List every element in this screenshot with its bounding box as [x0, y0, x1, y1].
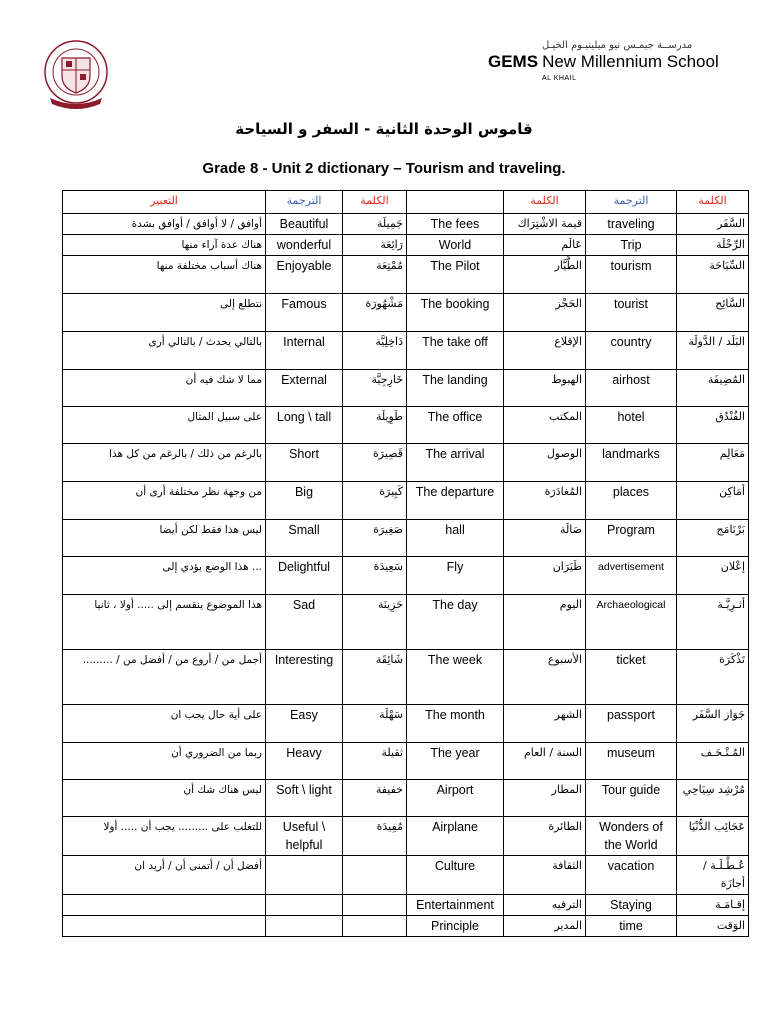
arabic-word-cell: المكتب — [504, 407, 586, 444]
arabic-word-cell: السَّفَر — [677, 214, 749, 235]
arabic-word-cell: المطار — [504, 780, 586, 817]
translation-cell: Delightful — [266, 557, 343, 595]
english-word-cell: The departure — [407, 482, 504, 520]
expression-cell: مما لا شك فيه أن — [63, 370, 266, 407]
arabic-word-cell: خَارِجِيَّة — [343, 370, 407, 407]
expression-cell: ... هذا الوضع يؤدي إلى — [63, 557, 266, 595]
translation-cell: Long \ tall — [266, 407, 343, 444]
expression-cell: نتطلع إلى — [63, 294, 266, 332]
translation-cell: wonderful — [266, 235, 343, 256]
translation-cell — [266, 856, 343, 895]
table-row — [63, 332, 749, 370]
arabic-word-cell: بَرْنَامَج — [677, 520, 749, 557]
translation-cell: Short — [266, 444, 343, 482]
expression-cell: ليس هناك شك أن — [63, 780, 266, 817]
school-crest-logo — [40, 38, 112, 114]
arabic-word-cell: سَهْلَة — [343, 705, 407, 743]
english-word-cell: The Pilot — [407, 256, 504, 294]
arabic-word-cell: الأسبوع — [504, 650, 586, 705]
arabic-word-cell: مَعَالِم — [677, 444, 749, 482]
translation-cell: passport — [586, 705, 677, 743]
arabic-word-cell: دَاخِلِيَّة — [343, 332, 407, 370]
translation-cell: Famous — [266, 294, 343, 332]
header-word: الكلمة — [677, 191, 749, 214]
arabic-word-cell: اليوم — [504, 595, 586, 650]
english-word-cell: hall — [407, 520, 504, 557]
english-word-cell: The booking — [407, 294, 504, 332]
english-word-cell: The day — [407, 595, 504, 650]
expression-cell: ليس هذا فقط لكن أيضا — [63, 520, 266, 557]
arabic-word-cell: طَوِيلَة — [343, 407, 407, 444]
header-translation: الترجمة — [266, 191, 343, 214]
table-row — [63, 895, 749, 916]
school-english-name: GEMS New Millennium School — [488, 52, 719, 71]
table-row — [63, 214, 749, 235]
arabic-word-cell: أثـرِيَّـة — [677, 595, 749, 650]
arabic-word-cell: الطائرة — [504, 817, 586, 856]
arabic-word-cell: الثقافة — [504, 856, 586, 895]
expression-cell: ربما من الضروري أن — [63, 743, 266, 780]
translation-cell: Tour guide — [586, 780, 677, 817]
expression-cell: أجمل من / أروع من / أفضل من / ......... — [63, 650, 266, 705]
table-row — [63, 780, 749, 817]
english-word-cell: The take off — [407, 332, 504, 370]
dictionary-table — [62, 190, 749, 937]
expression-cell: على سبيل المثال — [63, 407, 266, 444]
translation-cell — [266, 916, 343, 937]
expression-cell: على أية حال يجب ان — [63, 705, 266, 743]
arabic-word-cell: مُمْتِعَة — [343, 256, 407, 294]
school-name-block — [488, 40, 738, 82]
english-word-cell: World — [407, 235, 504, 256]
translation-cell: Wonders of the World — [586, 817, 677, 856]
table-row — [63, 705, 749, 743]
header-word: الكلمة — [504, 191, 586, 214]
translation-cell: Beautiful — [266, 214, 343, 235]
expression-cell — [63, 895, 266, 916]
arabic-word-cell: المدير — [504, 916, 586, 937]
table-row — [63, 557, 749, 595]
arabic-word-cell: تَذْكَرَة — [677, 650, 749, 705]
table-row — [63, 817, 749, 856]
arabic-word-cell — [343, 895, 407, 916]
table-row — [63, 444, 749, 482]
gems-brand: GEMS — [488, 52, 539, 71]
arabic-word-cell: الوَقت — [677, 916, 749, 937]
translation-cell: hotel — [586, 407, 677, 444]
translation-cell: landmarks — [586, 444, 677, 482]
arabic-word-cell: عُـطْـلَـة / أجازَة — [677, 856, 749, 895]
school-arabic-name: مدرســة جيمـس نيو ميلينيـوم الخيـل — [542, 40, 693, 51]
arabic-word-cell: الوصول — [504, 444, 586, 482]
arabic-word-cell: عَجَائِب الدُّنْيَا — [677, 817, 749, 856]
arabic-word-cell: الشهر — [504, 705, 586, 743]
arabic-word-cell: إقـامَـة — [677, 895, 749, 916]
translation-cell: time — [586, 916, 677, 937]
arabic-word-cell: إعْلان — [677, 557, 749, 595]
arabic-word-cell: الحَجْز — [504, 294, 586, 332]
translation-cell: Archaeological — [586, 595, 677, 650]
arabic-word-cell: عَالَم — [504, 235, 586, 256]
arabic-word-cell: البَلَد / الدَّولَة — [677, 332, 749, 370]
english-word-cell: Entertainment — [407, 895, 504, 916]
arabic-word-cell: الترفيه — [504, 895, 586, 916]
english-word-cell: The office — [407, 407, 504, 444]
arabic-word-cell — [343, 856, 407, 895]
table-row — [63, 650, 749, 705]
translation-cell: Staying — [586, 895, 677, 916]
translation-cell: museum — [586, 743, 677, 780]
table-row — [63, 407, 749, 444]
expression-cell — [63, 916, 266, 937]
arabic-word-cell: شَائِقَة — [343, 650, 407, 705]
translation-cell: Internal — [266, 332, 343, 370]
arabic-word-cell: كَبِيرَة — [343, 482, 407, 520]
arabic-word-cell — [343, 916, 407, 937]
table-row — [63, 482, 749, 520]
expression-cell: هناك أسباب مختلفة منها — [63, 256, 266, 294]
english-word-cell: Airplane — [407, 817, 504, 856]
translation-cell: Interesting — [266, 650, 343, 705]
translation-cell: Easy — [266, 705, 343, 743]
translation-cell: traveling — [586, 214, 677, 235]
translation-cell: tourist — [586, 294, 677, 332]
translation-cell: tourism — [586, 256, 677, 294]
expression-cell: بالرغم من ذلك / بالرغم من كل هذا — [63, 444, 266, 482]
english-word-cell: The arrival — [407, 444, 504, 482]
translation-cell: Enjoyable — [266, 256, 343, 294]
translation-cell: Useful \ helpful — [266, 817, 343, 856]
arabic-word-cell: أمَاكِن — [677, 482, 749, 520]
arabic-word-cell: الطَّيَّار — [504, 256, 586, 294]
translation-cell: Soft \ light — [266, 780, 343, 817]
english-word-cell: The week — [407, 650, 504, 705]
translation-cell: country — [586, 332, 677, 370]
translation-cell: External — [266, 370, 343, 407]
arabic-word-cell: المُضِيفَة — [677, 370, 749, 407]
arabic-word-cell: خفيفة — [343, 780, 407, 817]
header-expression: التعبير — [63, 191, 266, 214]
arabic-word-cell: السِّيَاحَة — [677, 256, 749, 294]
arabic-word-cell: قيمة الاشْتِرَاك — [504, 214, 586, 235]
table-row — [63, 520, 749, 557]
translation-cell: Big — [266, 482, 343, 520]
arabic-word-cell: الهبوط — [504, 370, 586, 407]
arabic-word-cell: مَشْهُورَة — [343, 294, 407, 332]
arabic-word-cell: جَمِيلَة — [343, 214, 407, 235]
english-word-cell: Airport — [407, 780, 504, 817]
table-row — [63, 916, 749, 937]
translation-cell — [266, 895, 343, 916]
arabic-title: قاموس الوحدة الثانية - السفر و السياحة — [235, 120, 533, 138]
header-blank — [407, 191, 504, 214]
english-word-cell: The landing — [407, 370, 504, 407]
arabic-word-cell: السَّائِح — [677, 294, 749, 332]
arabic-word-cell: صَالَة — [504, 520, 586, 557]
english-word-cell: The year — [407, 743, 504, 780]
arabic-word-cell: الفُنْدُق — [677, 407, 749, 444]
table-row — [63, 256, 749, 294]
arabic-word-cell: جَوَاز السَّفَر — [677, 705, 749, 743]
english-word-cell: Fly — [407, 557, 504, 595]
arabic-word-cell: سَعِيدَة — [343, 557, 407, 595]
arabic-word-cell: الرِّحْلَة — [677, 235, 749, 256]
english-word-cell: Principle — [407, 916, 504, 937]
arabic-word-cell: ثقيلة — [343, 743, 407, 780]
expression-cell: أفضل أن / أتمنى أن / أريد ان — [63, 856, 266, 895]
table-row — [63, 235, 749, 256]
translation-cell: Sad — [266, 595, 343, 650]
translation-cell: ticket — [586, 650, 677, 705]
expression-cell: هذا الموضوع ينقسم إلى ..... أولا ، ثانيا — [63, 595, 266, 650]
table-row — [63, 294, 749, 332]
header-word: الكلمة — [343, 191, 407, 214]
arabic-word-cell: قَصِيرَة — [343, 444, 407, 482]
arabic-word-cell: رَائِعَة — [343, 235, 407, 256]
arabic-word-cell: صَغِيرَة — [343, 520, 407, 557]
translation-cell: Small — [266, 520, 343, 557]
english-word-cell: The fees — [407, 214, 504, 235]
table-row — [63, 743, 749, 780]
expression-cell: من وجهة نظر مختلفة أرى أن — [63, 482, 266, 520]
expression-cell: بالتالي يحدث / بالتالي أرى — [63, 332, 266, 370]
table-row — [63, 856, 749, 895]
translation-cell: airhost — [586, 370, 677, 407]
translation-cell: advertisement — [586, 557, 677, 595]
table-header-row — [63, 191, 749, 214]
table-row — [63, 595, 749, 650]
arabic-word-cell: الإقلاع — [504, 332, 586, 370]
table-row — [63, 370, 749, 407]
arabic-word-cell: المُغادَرَة — [504, 482, 586, 520]
translation-cell: Trip — [586, 235, 677, 256]
arabic-word-cell: مُفِيدَة — [343, 817, 407, 856]
arabic-word-cell: السنة / العام — [504, 743, 586, 780]
translation-cell: vacation — [586, 856, 677, 895]
arabic-word-cell: المُـتْـحَـف — [677, 743, 749, 780]
english-word-cell: The month — [407, 705, 504, 743]
expression-cell: للتغلب على ......... يجب أن ..... أولا — [63, 817, 266, 856]
arabic-word-cell: طَيَرَان — [504, 557, 586, 595]
english-title: Grade 8 - Unit 2 dictionary – Tourism and traveling. — [202, 160, 566, 177]
expression-cell: هناك عدة آراء منها — [63, 235, 266, 256]
header-translation: الترجمة — [586, 191, 677, 214]
expression-cell: أوافق / لا أوافق / أوافق بشدة — [63, 214, 266, 235]
translation-cell: places — [586, 482, 677, 520]
english-word-cell: Culture — [407, 856, 504, 895]
translation-cell: Program — [586, 520, 677, 557]
dictionary-body — [63, 191, 749, 937]
arabic-word-cell: حَزِينَة — [343, 595, 407, 650]
school-location: AL KHAIL — [542, 75, 577, 82]
translation-cell: Heavy — [266, 743, 343, 780]
arabic-word-cell: مُرْشِد سِيَاحِي — [677, 780, 749, 817]
